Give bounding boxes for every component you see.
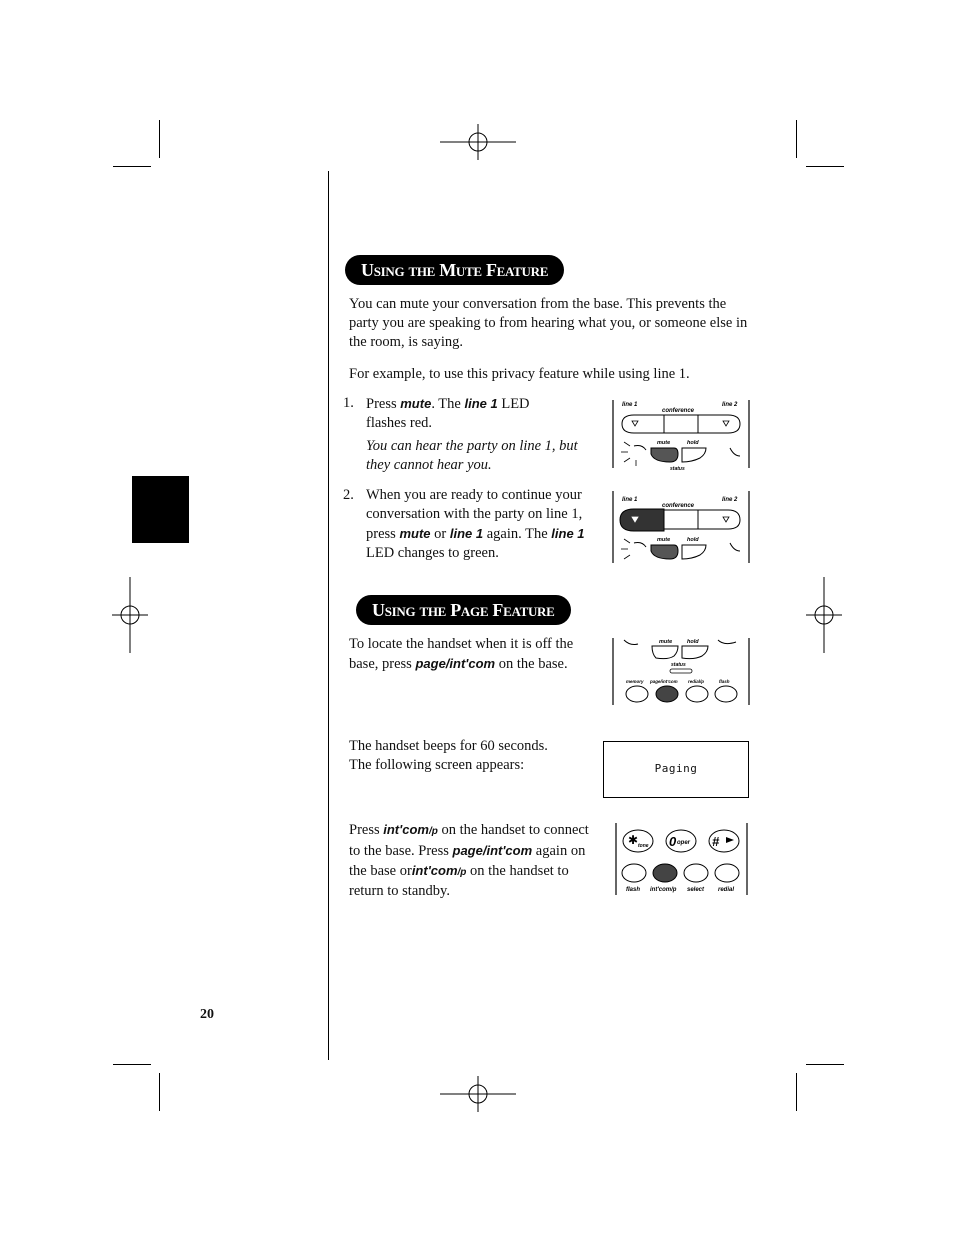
base-illustration-mute-red — [612, 396, 752, 472]
label-redial: redial — [718, 887, 735, 893]
label-intcom: int'com/p — [650, 887, 677, 893]
label-flash: flash — [626, 887, 641, 893]
step-text: again. The — [483, 526, 552, 542]
registration-mark-left — [112, 577, 148, 653]
label-line2: line 2 — [722, 402, 738, 408]
label-status: status — [670, 466, 685, 472]
key-intcom-suffix: /p — [428, 826, 438, 837]
display-text: Paging — [654, 762, 698, 775]
body-text: Press — [349, 822, 384, 838]
key-line1: line 1 — [551, 526, 585, 541]
key-line1: line 1 — [464, 396, 498, 411]
body-text: on the base. — [495, 656, 568, 672]
label-hold: hold — [687, 440, 699, 446]
registration-mark-top — [440, 124, 516, 160]
page-locate-text — [349, 635, 589, 674]
key-page-intcom: page/int'com — [452, 843, 533, 858]
body-text: on the handset to return to standby. — [349, 863, 569, 899]
label-hold: hold — [687, 639, 699, 645]
label-page-intcom: page/int'com — [650, 679, 678, 684]
label-conference: conference — [662, 408, 695, 414]
key-mute: mute — [400, 396, 432, 411]
handset-display — [603, 741, 749, 798]
label-line1: line 1 — [622, 402, 638, 408]
label-conference: conference — [662, 503, 695, 509]
step-text: LED changes to green. — [366, 545, 499, 561]
crop-mark — [806, 1064, 844, 1065]
label-select: select — [687, 887, 705, 893]
zero-key-glyph: 0 — [669, 834, 677, 849]
label-line1: line 1 — [622, 497, 638, 503]
page-beeps-text: The handset beeps for 60 seconds. The following screen appears: — [349, 738, 548, 773]
crop-mark — [113, 1064, 151, 1065]
step-text: Press — [366, 396, 401, 412]
step-text: LED flashes red. — [366, 396, 530, 431]
label-mute: mute — [657, 440, 671, 446]
key-line1: line 1 — [449, 526, 484, 541]
margin-rule — [328, 171, 329, 1060]
crop-mark — [159, 1073, 160, 1111]
label-redial-p: redial/p — [688, 679, 705, 684]
crop-mark — [806, 166, 844, 167]
label-memory: memory — [626, 679, 644, 684]
base-illustration-mute-green — [612, 491, 752, 563]
registration-mark-right — [806, 577, 842, 653]
key-intcom: int'com — [383, 822, 429, 837]
star-key-glyph: ✱ — [628, 833, 639, 847]
base-buttons-illustration — [612, 638, 752, 708]
key-intcom-suffix: /p — [457, 867, 467, 878]
mute-step-1 — [343, 394, 593, 475]
step-text: or — [430, 526, 450, 542]
label-line2: line 2 — [722, 497, 738, 503]
crop-mark — [159, 120, 160, 158]
page-number: 20 — [200, 1007, 214, 1022]
step-number: 1. — [343, 395, 354, 411]
page-press-text — [349, 820, 601, 901]
label-status: status — [671, 662, 686, 668]
key-mute: mute — [399, 526, 431, 541]
crop-mark — [113, 166, 151, 167]
label-oper: oper — [677, 840, 691, 846]
registration-mark-bottom — [440, 1076, 516, 1112]
mute-intro: You can mute your conversation from the base. This prevents the party you are speaking to from hearing what you, or someone else in the room, is saying. — [349, 296, 748, 350]
step-text: When you are ready to continue your conversation with the party on line 1, press — [366, 487, 583, 542]
label-tone: tone — [638, 843, 649, 849]
mute-step-2 — [343, 486, 605, 563]
hash-key-glyph: # — [712, 834, 720, 849]
label-hold: hold — [687, 537, 699, 543]
key-intcom: int'com — [411, 863, 458, 878]
crop-mark — [796, 1073, 797, 1111]
label-mute: mute — [657, 537, 671, 543]
label-mute: mute — [659, 639, 673, 645]
step-note: You can hear the party on line 1, but they cannot hear you. — [366, 438, 578, 473]
body-text: To locate the handset when it is off the base, press — [349, 636, 574, 672]
label-flash: flash — [719, 679, 730, 684]
body-text: again on the base or — [349, 843, 586, 879]
crop-mark — [796, 120, 797, 158]
mute-section-heading: Using the Mute Feature — [345, 255, 564, 285]
body-text: on the handset to connect to the base. Press — [349, 822, 589, 859]
step-number: 2. — [343, 487, 354, 503]
handset-keypad-illustration — [612, 823, 752, 897]
page-section-heading: Using the Page Feature — [356, 595, 571, 625]
key-page-intcom: page/int'com — [415, 656, 496, 671]
chapter-tab — [132, 476, 189, 543]
mute-example: For example, to use this privacy feature while using line 1. — [349, 366, 690, 382]
step-text: . The — [431, 396, 465, 412]
